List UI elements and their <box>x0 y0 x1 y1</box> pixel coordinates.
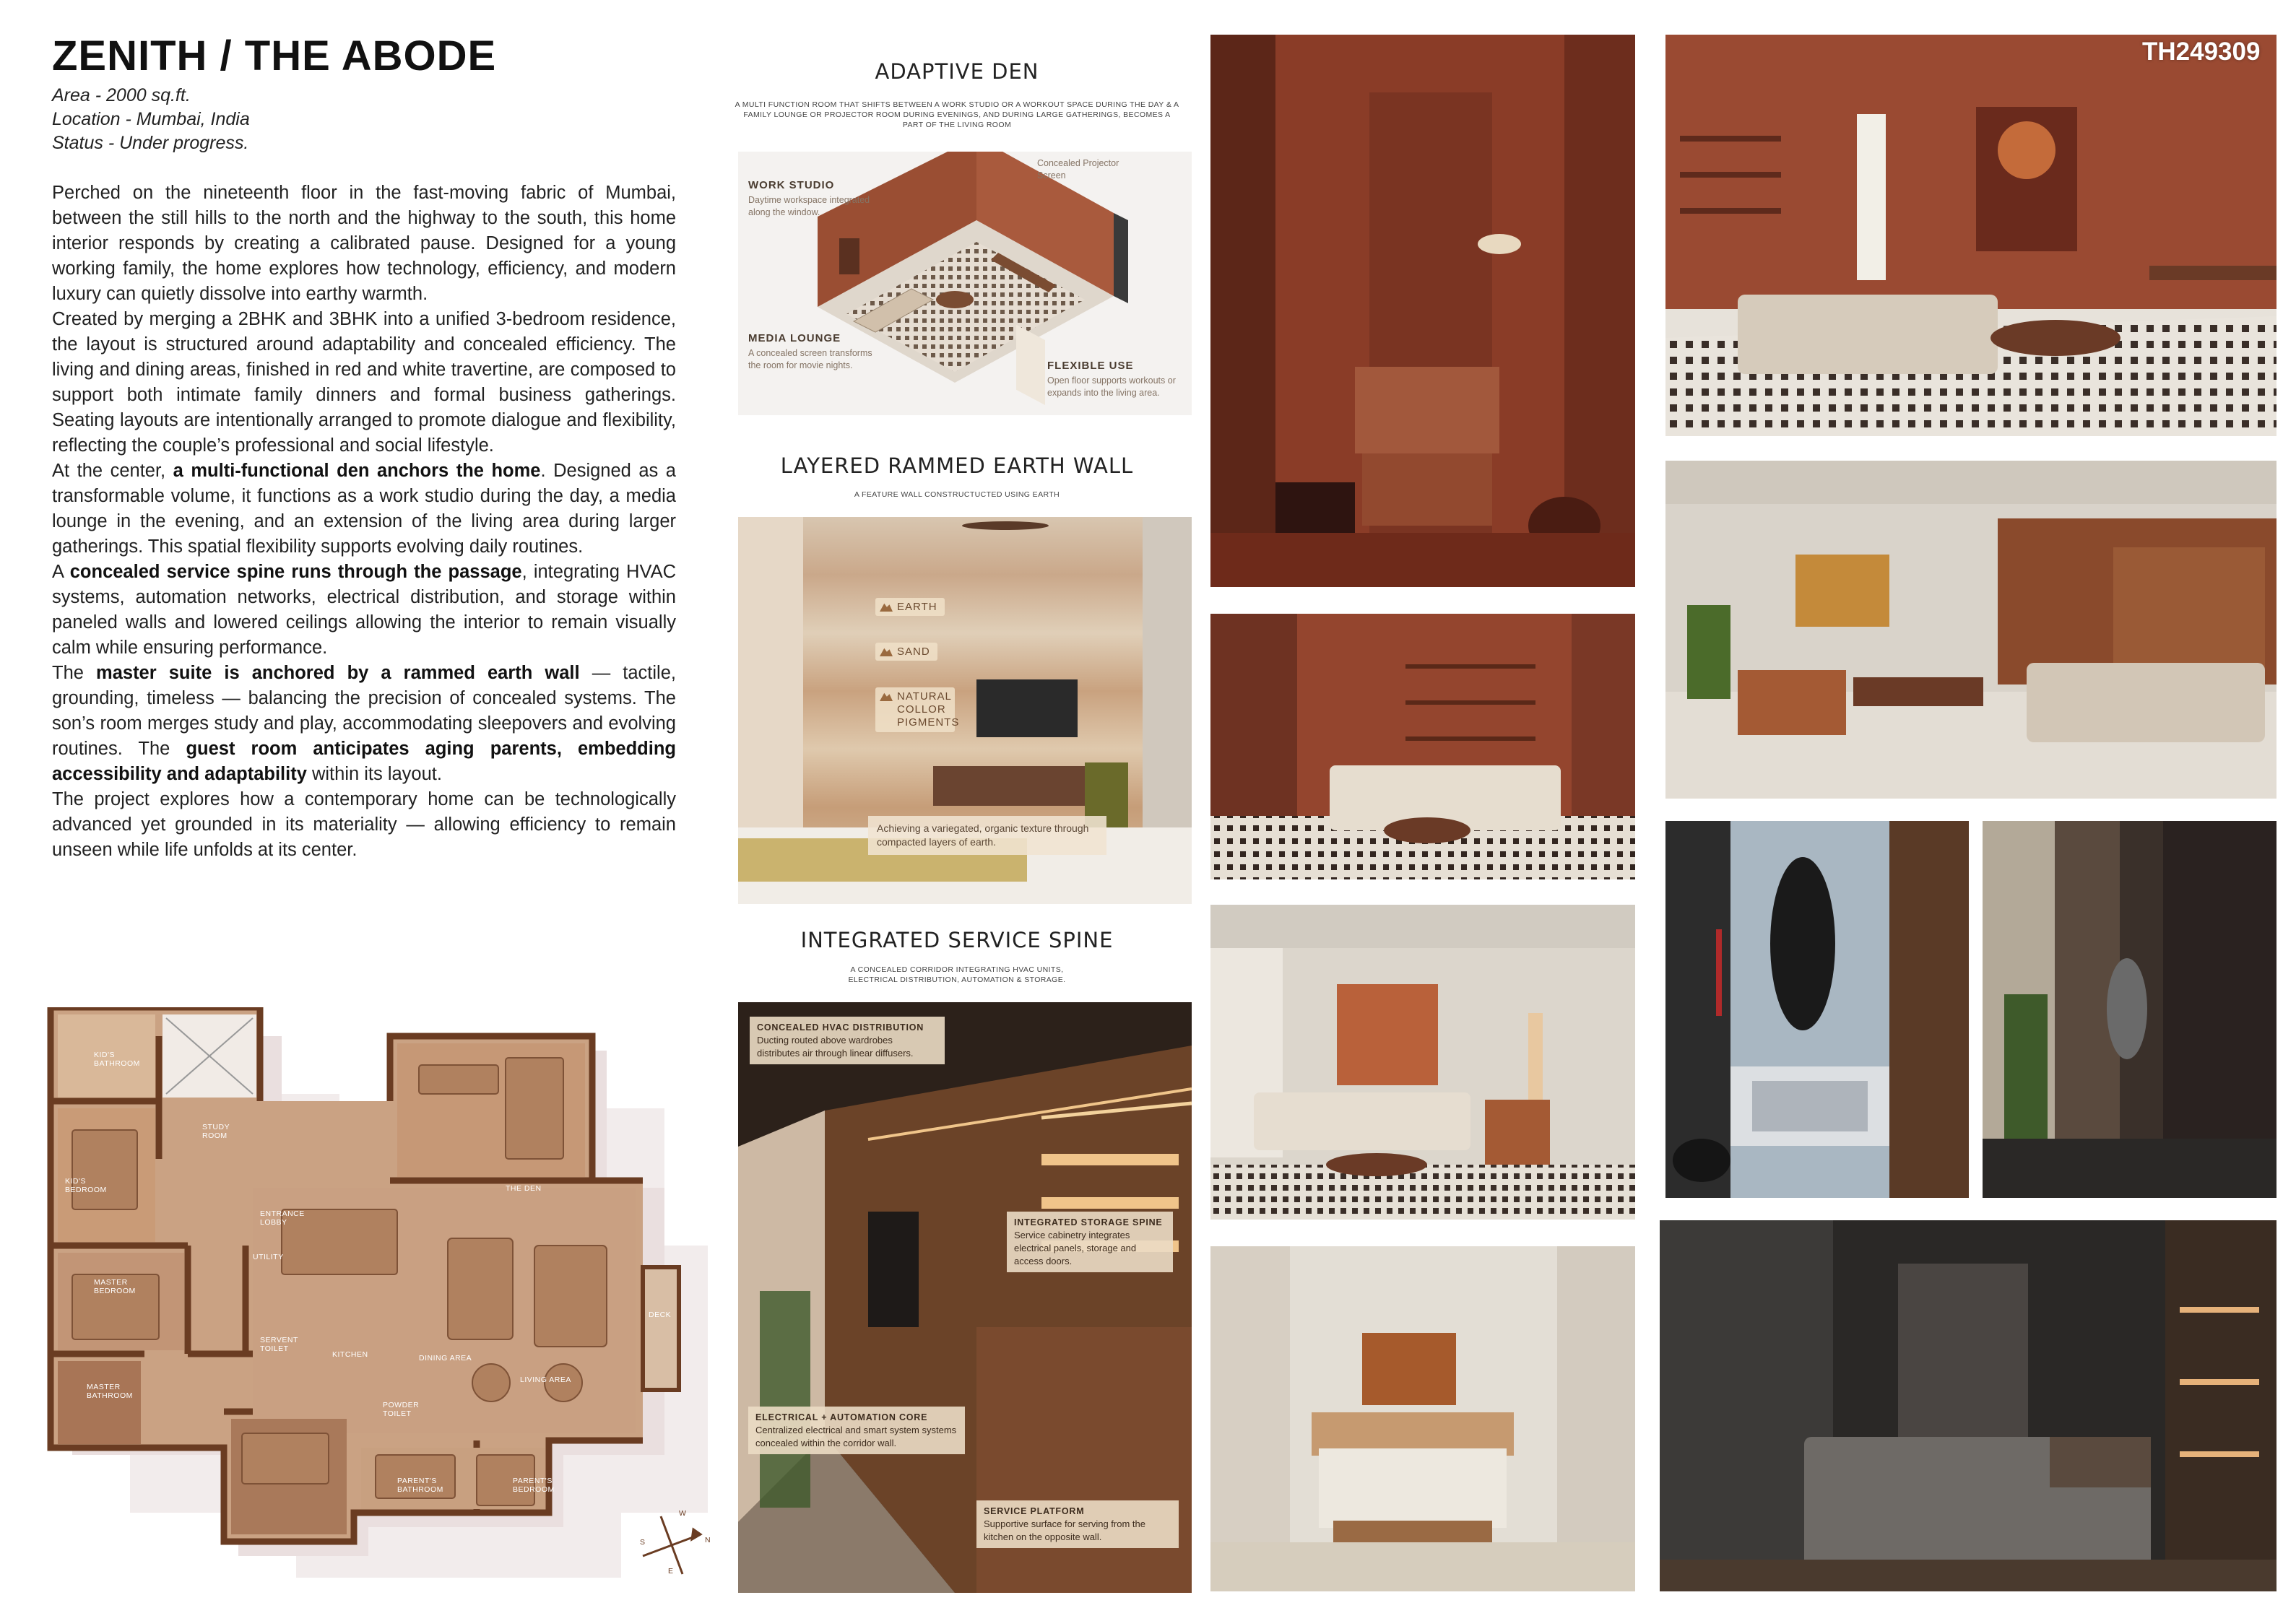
paragraph-spine: A concealed service spine runs through the passage, integrating HVAC systems, automation networks, electrical distribution, and storage within paneled walls and lowered ceilings allowing the interior to remain visually calm while ensuring performance. <box>52 562 677 658</box>
render-parents-bedroom <box>1210 1246 1635 1591</box>
render-living-room-image <box>1210 905 1635 1220</box>
earth-subtitle: A FEATURE WALL CONSTRUCTUCTED USING EARTH <box>854 490 1060 499</box>
earth-title: LAYERED RAMMED EARTH WALL <box>780 453 1134 478</box>
project-location: Location - Mumbai, India <box>52 109 250 129</box>
tag-hvac <box>750 1017 945 1064</box>
tag-platform-text: Supportive surface for serving from the kitchen on the opposite wall. <box>984 1518 1145 1542</box>
den-axonometric <box>738 152 1192 415</box>
callout-work-studio-title: WORK STUDIO <box>748 179 835 191</box>
compass-label-w: W <box>679 1509 687 1518</box>
pigment-icon <box>880 691 893 701</box>
earth-icon <box>880 601 893 612</box>
tag-electrical-title: ELECTRICAL + AUTOMATION CORE <box>755 1412 928 1422</box>
callout-flexible-use-text: Open floor supports workouts or expands into the living area. <box>1047 375 1176 398</box>
render-powder-room-image <box>1210 35 1635 587</box>
paragraph-layout: Created by merging a 2BHK and 3BHK into a unified 3-bedroom residence, the layout is structured around adaptability and concealed efficiency. The living and dining areas, finished in red and white travertine, are composed to support both intimate family dinners and formal business gatherings. Seating layouts are intentionally arranged to promote dialogue and flexibility, reflecting the couple’s professional and social lifestyle. <box>52 309 676 456</box>
plan-label: PARENT'S BATHROOM <box>397 1477 443 1494</box>
plan-label: THE DEN <box>506 1184 542 1193</box>
spine-subtitle: A CONCEALED CORRIDOR INTEGRATING HVAC UNITS, ELECTRICAL DISTRIBUTION, AUTOMATION & STORAGE. <box>848 965 1066 984</box>
tag-earth: EARTH <box>875 598 945 616</box>
render-den-lounge-image <box>1665 35 2276 436</box>
compass-label-s: S <box>640 1538 646 1547</box>
tag-electrical <box>748 1407 965 1454</box>
callout-flexible-use <box>1047 360 1188 399</box>
render-den-lounge <box>1665 35 2276 436</box>
render-living-dining-image <box>1665 461 2276 799</box>
render-living-room <box>1210 905 1635 1220</box>
plan-label: MASTER BATHROOM <box>87 1383 133 1400</box>
plan-label: ENTRANCE LOBBY <box>260 1209 305 1227</box>
plan-label: DINING AREA <box>419 1354 472 1363</box>
render-corridor <box>1983 821 2276 1198</box>
render-master-bathroom-image <box>1665 821 1969 1198</box>
callout-media-lounge-text: A concealed screen transforms the room for movie nights. <box>748 348 872 370</box>
plan-label: SERVENT TOILET <box>260 1336 298 1353</box>
callout-projector-text: Concealed Projector Screen <box>1037 158 1119 181</box>
tag-hvac-text: Ducting routed above wardrobes distributes air through linear diffusers. <box>757 1035 914 1059</box>
plan-label: KITCHEN <box>332 1350 368 1359</box>
earth-note: Achieving a variegated, organic texture through compacted layers of earth. <box>868 816 1106 855</box>
callout-media-lounge-title: MEDIA LOUNGE <box>748 332 841 344</box>
project-area: Area - 2000 sq.ft. <box>52 85 191 105</box>
project-meta <box>52 84 250 155</box>
render-parents-bedroom-image <box>1210 1246 1635 1591</box>
earth-wall-render <box>738 517 1192 904</box>
tag-platform <box>976 1500 1179 1548</box>
den-subtitle: A MULTI FUNCTION ROOM THAT SHIFTS BETWEEN A WORK STUDIO OR A WORKOUT SPACE DURING THE DAY & A FAMILY LOUNGE OR PROJECTOR ROOM DURING EVENINGS, AND DURING LARGE GATHERINGS, BECOMES A PART OF THE LIVING ROOM <box>735 100 1179 129</box>
plan-label: LIVING AREA <box>520 1376 571 1384</box>
tag-electrical-text: Centralized electrical and smart system systems concealed within the corridor wall. <box>755 1425 957 1448</box>
spine-title: INTEGRATED SERVICE SPINE <box>800 928 1114 952</box>
service-spine-render <box>738 1002 1192 1593</box>
tag-platform-title: SERVICE PLATFORM <box>984 1506 1085 1516</box>
plan-label: POWDER TOILET <box>383 1401 420 1418</box>
compass-label-e: E <box>668 1567 674 1576</box>
project-description <box>52 181 676 863</box>
floor-plan-drawing <box>43 1007 715 1585</box>
paragraph-den: At the center, a multi-functional den anchors the home. Designed as a transformable volume, it functions as a work studio during the day, a media lounge in the evening, and an extension of the living area during larger gatherings. This spatial flexibility supports evolving daily routines. <box>52 461 676 557</box>
plan-label: STUDY ROOM <box>202 1123 230 1140</box>
callout-media-lounge <box>748 332 885 372</box>
plan-label: KID'S BEDROOM <box>65 1177 107 1194</box>
callout-projector <box>1037 157 1131 182</box>
tag-storage-title: INTEGRATED STORAGE SPINE <box>1014 1217 1163 1227</box>
page-title: ZENITH / THE ABODE <box>52 32 497 79</box>
plan-label: UTILITY <box>253 1253 284 1261</box>
tag-sand: SAND <box>875 643 937 661</box>
callout-flexible-use-title: FLEXIBLE USE <box>1047 360 1134 372</box>
tag-storage <box>1007 1212 1173 1272</box>
compass-icon <box>643 1516 701 1574</box>
paragraph-intro: Perched on the nineteenth floor in the fast-moving fabric of Mumbai, between the still hills to the north and the highway to the south, this home interior responds by creating a calibrated pause. Designed for a young working family, the home explores how technology, efficiency, and modern luxury can quietly dissolve into earthy warmth. <box>52 183 676 304</box>
render-master-bathroom <box>1665 821 1969 1198</box>
paragraph-closing: The project explores how a contemporary home can be technologically advanced yet grounded in its materiality — allowing efficiency to remain unseen while life unfolds at its center. <box>52 789 676 860</box>
sand-icon <box>880 646 893 656</box>
tag-hvac-title: CONCEALED HVAC DISTRIBUTION <box>757 1022 924 1033</box>
render-family-lounge-image <box>1210 614 1635 879</box>
project-code: TH249309 <box>2142 38 2261 66</box>
callout-work-studio-text: Daytime workspace integrated along the window. <box>748 195 870 217</box>
render-master-bedroom-image <box>1660 1220 2276 1591</box>
tag-storage-text: Service cabinetry integrates electrical panels, storage and access doors. <box>1014 1230 1137 1266</box>
plan-label: MASTER BEDROOM <box>94 1278 136 1295</box>
render-family-lounge <box>1210 614 1635 879</box>
plan-label: DECK <box>649 1311 672 1319</box>
render-powder-room <box>1210 35 1635 587</box>
plan-label: KID'S BATHROOM <box>94 1051 140 1068</box>
render-corridor-image <box>1983 821 2276 1198</box>
render-living-dining <box>1665 461 2276 799</box>
tag-pigments: NATURAL COLLOR PIGMENTS <box>875 687 955 732</box>
paragraph-suite: The master suite is anchored by a rammed earth wall — tactile, grounding, timeless — balancing the precision of concealed systems. The son’s room merges study and play, accommodating sleepovers and evolving routines. The guest room anticipates aging parents, embedding accessibility and adaptability within its layout. <box>52 663 676 784</box>
den-title: ADAPTIVE DEN <box>875 59 1039 84</box>
project-status: Status - Under progress. <box>52 133 249 153</box>
callout-work-studio <box>748 179 878 219</box>
floor-plan <box>43 1007 715 1585</box>
plan-label: PARENT'S BEDROOM <box>513 1477 555 1494</box>
render-master-bedroom <box>1660 1220 2276 1591</box>
compass-label-n: N <box>705 1536 711 1544</box>
